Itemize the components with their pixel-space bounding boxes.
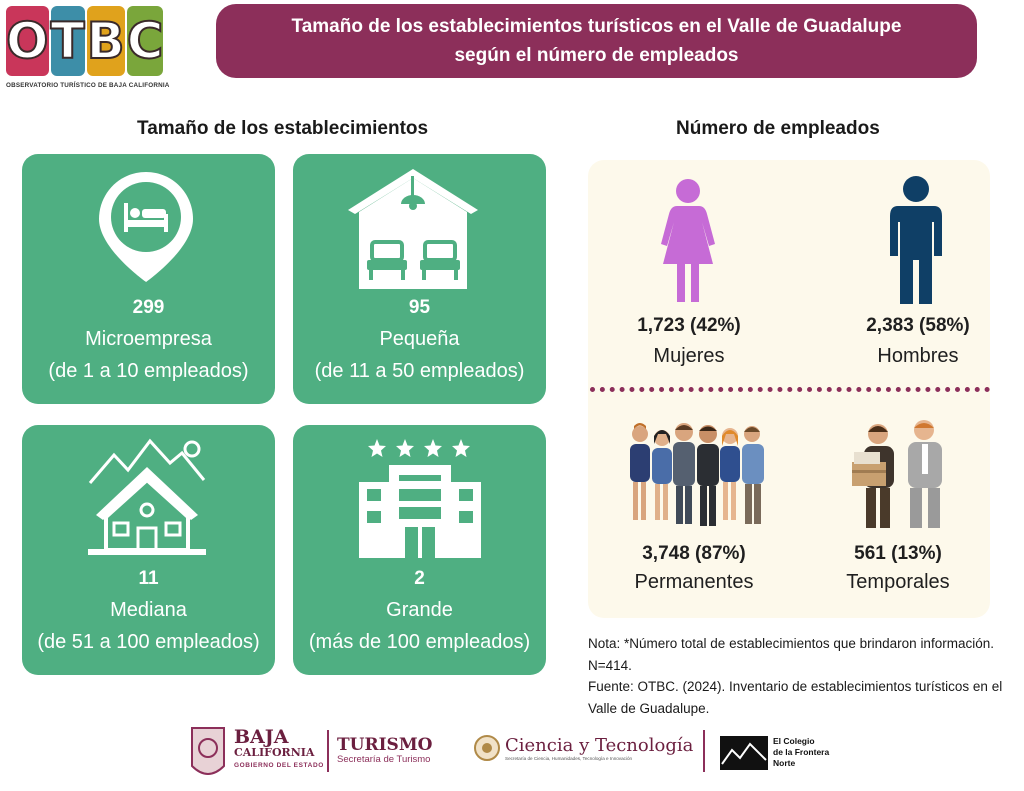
bc-line3: GOBIERNO DEL ESTADO bbox=[234, 762, 324, 769]
men-label: Hombres bbox=[877, 345, 959, 367]
turismo-logo bbox=[337, 736, 432, 765]
title-line-2: según el número de empleados bbox=[454, 45, 739, 66]
temporary-value: 561 (13%) bbox=[854, 543, 942, 564]
otbc-logo-subtitle: OBSERVATORIO TURÍSTICO DE BAJA CALIFORNIA bbox=[6, 82, 170, 89]
colef-line2: de la Frontera bbox=[773, 747, 830, 757]
women-label: Mujeres bbox=[653, 345, 725, 367]
logo-letter-o: O bbox=[6, 6, 49, 76]
large-range: (más de 100 empleados) bbox=[308, 631, 531, 653]
micro-value: 299 bbox=[132, 297, 165, 318]
title-line-1: Tamaño de los establecimientos turísticos en el Valle de Guadalupe bbox=[291, 16, 902, 37]
woman-icon bbox=[655, 178, 721, 304]
bc-line1: BAJA bbox=[234, 726, 289, 748]
colef-logo-icon bbox=[720, 736, 768, 770]
size-card-medium bbox=[22, 425, 275, 675]
bc-line2: CALIFORNIA bbox=[234, 746, 315, 759]
size-card-large bbox=[293, 425, 546, 675]
small-value: 95 bbox=[408, 297, 431, 318]
title-banner bbox=[216, 4, 977, 78]
logo-letter-t: T bbox=[51, 6, 85, 76]
small-label: Pequeña bbox=[379, 328, 460, 350]
micro-label: Microempresa bbox=[85, 328, 212, 350]
permanent-value: 3,748 (87%) bbox=[642, 543, 746, 564]
size-card-small bbox=[293, 154, 546, 404]
man-icon bbox=[884, 176, 948, 306]
ciencia-title: Ciencia y Tecnología bbox=[505, 735, 694, 756]
medium-value: 11 bbox=[138, 568, 159, 589]
otbc-logo-mark bbox=[6, 6, 164, 76]
group-of-workers-icon bbox=[626, 420, 772, 530]
footer-divider-2 bbox=[703, 730, 705, 772]
large-value: 2 bbox=[414, 568, 425, 589]
micro-range: (de 1 a 10 empleados) bbox=[48, 360, 249, 382]
logo-letter-b: B bbox=[87, 6, 125, 76]
employees-section-title: Número de empleados bbox=[676, 118, 880, 139]
baja-california-seal-icon bbox=[188, 726, 228, 782]
colef-line3: Norte bbox=[773, 758, 796, 768]
colef-line1: El Colegio bbox=[773, 736, 815, 746]
note-text: Nota: *Número total de establecimientos que brindaron información. N=414. bbox=[588, 636, 994, 673]
footnotes bbox=[588, 633, 1018, 719]
sizes-section-title: Tamaño de los establecimientos bbox=[137, 118, 429, 139]
ciencia-logo bbox=[505, 736, 705, 761]
otbc-logo bbox=[6, 6, 170, 92]
turismo-subtitle: Secretaría de Turismo bbox=[337, 754, 431, 765]
medium-range: (de 51 a 100 empleados) bbox=[37, 631, 260, 653]
baja-california-logo bbox=[234, 728, 329, 769]
size-card-micro bbox=[22, 154, 275, 404]
small-range: (de 11 a 50 empleados) bbox=[314, 360, 525, 382]
temporary-workers-icon bbox=[842, 418, 956, 530]
logo-letter-c: C bbox=[127, 6, 164, 76]
footer-divider bbox=[327, 730, 329, 772]
permanent-label: Permanentes bbox=[634, 571, 754, 593]
men-value: 2,383 (58%) bbox=[866, 315, 970, 336]
ciencia-seal-icon bbox=[473, 734, 501, 762]
source-text: Fuente: OTBC. (2024). Inventario de establecimientos turísticos en el Valle de Guadalupe. bbox=[588, 679, 1003, 716]
women-value: 1,723 (42%) bbox=[637, 315, 741, 336]
panel-divider bbox=[590, 387, 990, 392]
colef-logo bbox=[773, 736, 829, 769]
medium-label: Mediana bbox=[110, 599, 187, 621]
ciencia-subtitle: Secretaría de Ciencia, Humanidades, Tecnología e Innovación bbox=[505, 756, 633, 761]
temporary-label: Temporales bbox=[846, 571, 950, 593]
turismo-title: TURISMO bbox=[337, 735, 433, 755]
large-label: Grande bbox=[386, 599, 453, 621]
